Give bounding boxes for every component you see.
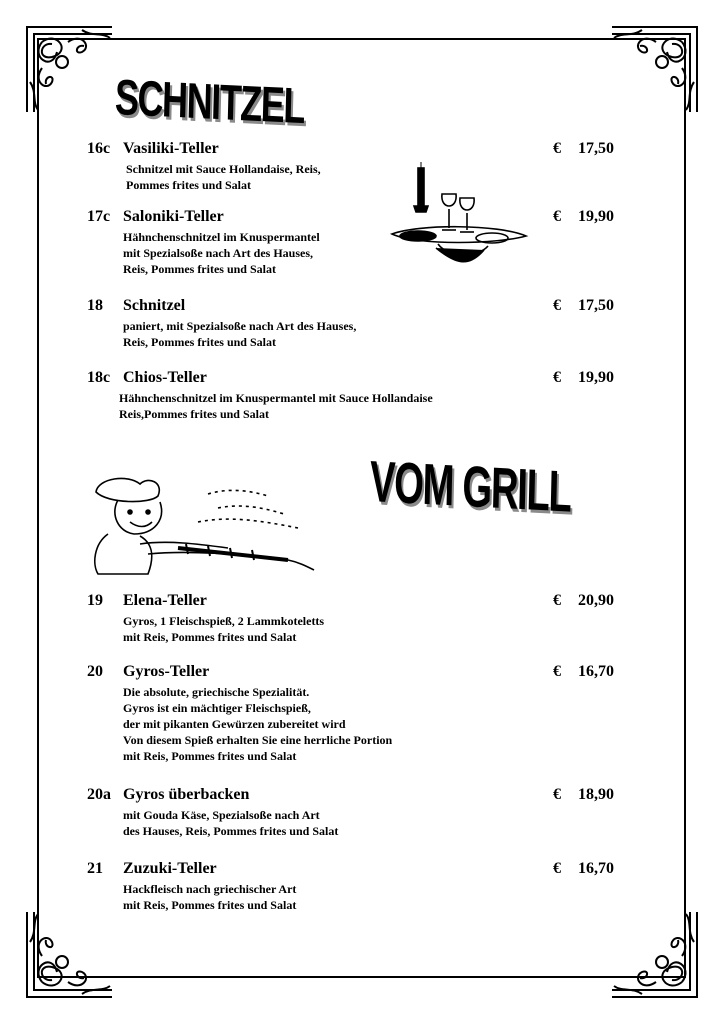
item-price: 17,50 xyxy=(578,297,614,314)
item-name: Zuzuki-Teller xyxy=(123,860,217,877)
currency-symbol: € xyxy=(553,663,561,680)
item-number: 19 xyxy=(87,592,103,609)
item-number: 20 xyxy=(87,663,103,680)
item-number: 16c xyxy=(87,140,111,157)
item-price: 20,90 xyxy=(578,592,614,609)
item-number: 18c xyxy=(87,369,111,386)
currency-symbol: € xyxy=(553,208,561,225)
item-number: 21 xyxy=(87,860,103,877)
item-number: 18 xyxy=(87,297,103,314)
ornamental-corner-icon xyxy=(22,22,117,117)
item-name: Vasiliki-Teller xyxy=(123,140,219,157)
item-price: 18,90 xyxy=(578,786,614,803)
currency-symbol: € xyxy=(553,860,561,877)
item-price: 16,70 xyxy=(578,860,614,877)
item-description: paniert, mit Spezialsoße nach Art des Hauses, Reis, Pommes frites und Salat xyxy=(123,319,357,349)
item-price: 17,50 xyxy=(578,140,614,157)
item-description: Hähnchenschnitzel im Knuspermantel mit Sauce Hollandaise Reis,Pommes frites und Salat xyxy=(119,391,433,421)
ornamental-corner-icon xyxy=(22,907,117,1002)
currency-symbol: € xyxy=(553,140,561,157)
currency-symbol: € xyxy=(553,592,561,609)
item-description: Hähnchenschnitzel im Knuspermantel mit Spezialsoße nach Art des Hauses, Reis, Pommes frites und Salat xyxy=(123,230,320,276)
ornamental-corner-icon xyxy=(607,907,702,1002)
item-description: Schnitzel mit Sauce Hollandaise, Reis, Pommes frites und Salat xyxy=(126,162,321,192)
chef-grilling-icon xyxy=(88,474,320,578)
section-title-schnitzel: SCHNITZEL xyxy=(114,69,305,135)
currency-symbol: € xyxy=(553,786,561,803)
dinner-table-icon xyxy=(388,162,530,270)
item-description: Gyros, 1 Fleischspieß, 2 Lammkoteletts mit Reis, Pommes frites und Salat xyxy=(123,614,325,644)
item-description: Die absolute, griechische Spezialität. Gyros ist ein mächtiger Fleischspieß, der mit pikanten Gewürzen zubereitet wird Von diesem Spieß erhalten Sie eine herrliche Portion mit Reis, Pommes frites und Salat xyxy=(123,685,393,763)
currency-symbol: € xyxy=(553,297,561,314)
item-price: 19,90 xyxy=(578,208,614,225)
currency-symbol: € xyxy=(553,369,561,386)
item-name: Elena-Teller xyxy=(123,592,207,609)
item-number: 17c xyxy=(87,208,111,225)
item-price: 16,70 xyxy=(578,663,614,680)
item-price: 19,90 xyxy=(578,369,614,386)
item-description: mit Gouda Käse, Spezialsoße nach Art des Hauses, Reis, Pommes frites und Salat xyxy=(123,808,339,838)
item-number: 20a xyxy=(87,786,111,803)
item-name: Gyros-Teller xyxy=(123,663,210,680)
section-title-grill: VOM GRILL xyxy=(369,449,572,525)
item-name: Saloniki-Teller xyxy=(123,208,224,225)
item-description: Hackfleisch nach griechischer Art mit Reis, Pommes frites und Salat xyxy=(123,882,297,912)
ornamental-corner-icon xyxy=(607,22,702,117)
item-name: Gyros überbacken xyxy=(123,786,250,803)
item-name: Chios-Teller xyxy=(123,369,207,386)
item-name: Schnitzel xyxy=(123,297,186,314)
